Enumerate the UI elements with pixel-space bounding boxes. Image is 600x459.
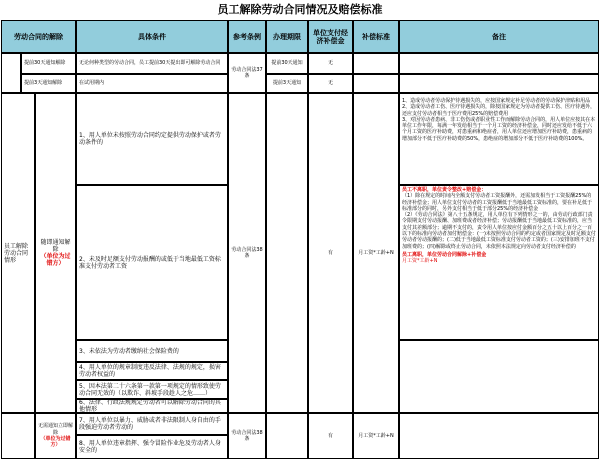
condition-3: 3、未依法为劳动者缴纳社会保险费的	[76, 340, 228, 362]
row1-type: 提前30天通知解除	[21, 53, 76, 74]
notice-sub-label: （单位为过错方）	[40, 253, 71, 267]
blank-cell	[353, 53, 399, 74]
blank-cell	[1, 413, 35, 459]
header-deadline: 办理期限	[266, 20, 308, 53]
header-standard: 补偿标准	[353, 20, 399, 53]
remark-2-tail: 员工离职，单位劳动合同解除+补偿金	[402, 251, 487, 258]
main-compensation: 有	[308, 93, 353, 413]
condition-6: 6、法律、行政法规规定劳动者可以解除劳动合同的其他情形	[76, 399, 228, 413]
page-title: 员工解除劳动合同情况及赔偿标准	[217, 3, 383, 16]
blank-cell	[1, 53, 21, 93]
row2-compensation: 无	[308, 74, 353, 93]
blank-cell	[266, 413, 308, 459]
blank-cell	[353, 74, 399, 93]
bottom-label-cell	[35, 413, 76, 459]
main-category-label: 员工解除劳动合同情形	[1, 93, 35, 413]
condition-1: 1、用人单位未按照劳动合同约定提供劳动保护或者劳动条件的	[76, 93, 228, 185]
remark-1: 1、造成劳动者劳动保护待遇损失的，应按国家规定补足劳动者的劳动保护津贴和用品 2、造成劳动者工伤、医疗待遇损失的，除按国家规定为劳动者提供工伤、医疗待遇外，还应支付劳动者相当于医疗费用25%的赔偿费用 3、对因劳动者患病、非工伤伤或者职业性工作而解除劳动合同的，用人单位应按其在本单位工作年限，每满一年发给相当于一个月工资的经济补偿金，同时还应发给不低于六个月工资的医疗补助费，对患重病和绝症者，用人单位还应增加医疗补助费，患重病的增加部分不低于医疗补助费的50%，患绝症的增加部分不低于医疗补助费的100%。	[399, 93, 599, 185]
row1-condition: 无论何种类型的劳动合同，员工提前30天提出即可解除劳动合同	[76, 53, 228, 74]
notice-label-cell	[35, 93, 76, 413]
blank-cell	[399, 340, 599, 413]
blank-cell	[399, 413, 599, 459]
condition-5: 5、因本法第二十六条第一款第一项规定的情形致使劳动合同无效的（以欺诈、斜坡手段趁人之危……）	[76, 380, 228, 399]
row1-compensation: 无	[308, 53, 353, 74]
row12-reference: 劳动合同法37条	[228, 53, 266, 93]
header-conditions: 具体条件	[76, 20, 228, 53]
remark-2-body: （1）除在规定的时间内全额支付劳动者工资报酬外，还需加发相当于工资报酬25%的经济补偿金；用人单位支付劳动者的工资报酬低于当地最低工资标准的，要在补足低于标准部分的同时，另外支付相当于低于部分25%的经济补偿金 （2）《劳动合同法》第八十五条规定，用人单位有下列情形之一的，由劳动行政部门责令限期支付劳动报酬、加班费或者经济补偿；劳动报酬低于当地最低工资标准的，应当支付其差额部分；逾期不支付的，责令用人单位按应付金额百分之五十以上百分之一百以下的标准向劳动者加付赔偿金：(一)未按照劳动合同的约定或者国家规定及时足额支付劳动者劳动报酬的；(二)低于当地最低工资标准支付劳动者工资的；(三)安排加班不支付加班费的；(四)解除或终止劳动合同，未依照本法规定向劳动者支付经济补偿的	[402, 193, 596, 250]
bottom-label: 无需通知立即解除	[38, 423, 74, 436]
condition-8: 8、用人单位违章指挥、强令冒险作业危及劳动者人身安全的	[76, 435, 228, 459]
blank-cell	[399, 74, 599, 93]
remark-2-head: 员工不离职，单位责令整改+赔偿金：	[402, 187, 487, 193]
header-termination: 劳动合同的解除	[1, 20, 76, 53]
header-reference: 参考条例	[228, 20, 266, 53]
condition-4: 4、用人单位的规章制度违反法律、法规的规定，损害劳动者权益的	[76, 362, 228, 380]
bottom-compensation: 有	[308, 413, 353, 459]
header-remarks: 备注	[399, 20, 599, 53]
bottom-reference: 劳动合同法38条	[228, 413, 266, 459]
row2-type: 提前3天通知解除	[21, 74, 76, 93]
row2-deadline: 提前3天通知	[266, 74, 308, 93]
blank-cell	[266, 93, 308, 413]
blank-cell	[399, 53, 599, 74]
notice-label: 随即通知解除	[40, 239, 71, 253]
main-standard: 月工资*工龄+N	[353, 93, 399, 413]
main-reference: 劳动合同法38条	[228, 93, 266, 413]
row1-deadline: 提前30天通知	[266, 53, 308, 74]
row2-condition: 在试用期内	[76, 74, 228, 93]
condition-7: 7、用人单位以暴力、威胁或者非法限制人身自由的手段强迫劳动者劳动的	[76, 413, 228, 435]
bottom-sub-label: （单位为过错方）	[40, 436, 71, 449]
bottom-standard: 月工资*工龄+N	[353, 413, 399, 459]
remark-2-cell	[399, 185, 599, 340]
header-compensation: 单位支付经济补偿金	[308, 20, 353, 53]
condition-2: 2、未及时足额支付劳动报酬的或低于当地最低工资标准支付劳动者工资	[76, 185, 228, 340]
remark-2-formula: 月工资*工龄+N	[402, 258, 438, 265]
